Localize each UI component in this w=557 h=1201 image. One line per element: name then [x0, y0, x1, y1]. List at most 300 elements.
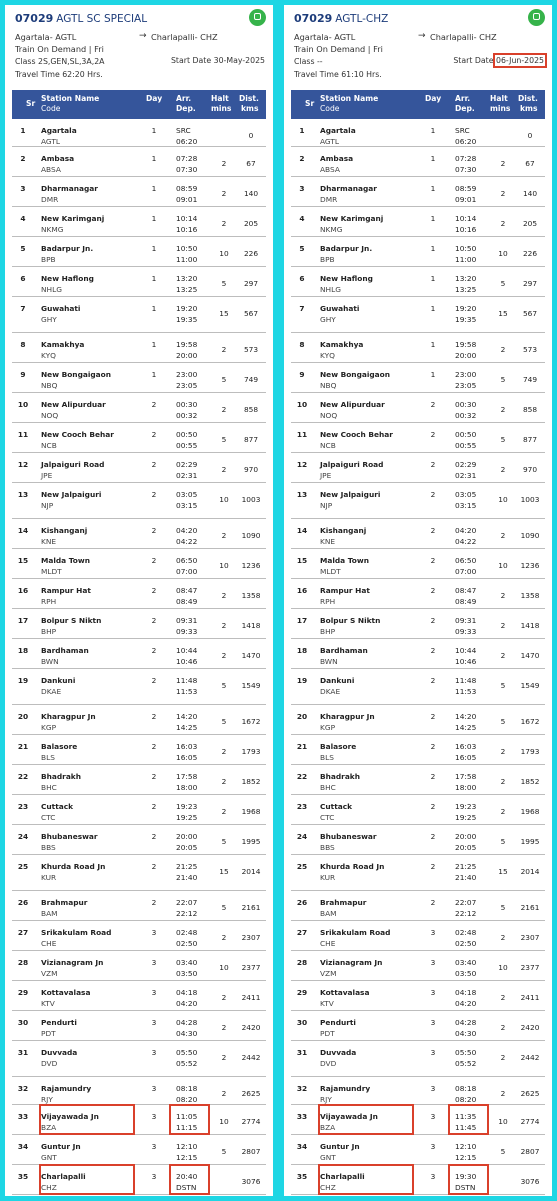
station-day: 3	[430, 928, 436, 937]
station-row[interactable]	[12, 735, 266, 765]
station-row[interactable]	[12, 1077, 266, 1105]
station-code: BZA	[320, 1123, 336, 1132]
station-row[interactable]	[291, 891, 545, 921]
station-row[interactable]	[291, 855, 545, 891]
station-name: Kamakhya	[41, 340, 85, 349]
station-day: 2	[151, 712, 157, 721]
col-sr: Sr	[305, 99, 315, 108]
station-departure: 09:01	[176, 195, 198, 204]
station-day: 3	[151, 1142, 157, 1151]
station-departure: 06:20	[176, 137, 198, 146]
station-code: PDT	[320, 1029, 335, 1038]
station-code: DMR	[320, 195, 338, 204]
station-code: KNE	[320, 537, 336, 546]
station-departure: 10:46	[176, 657, 198, 666]
station-arrival: 00:30	[176, 400, 198, 409]
station-code: GNT	[320, 1153, 336, 1162]
station-day: 2	[430, 556, 436, 565]
station-sr: 25	[296, 862, 308, 871]
station-code: CHE	[41, 939, 57, 948]
station-day: 3	[151, 928, 157, 937]
station-day: 3	[430, 1018, 436, 1027]
station-halt: 10	[219, 561, 229, 570]
station-sr: 5	[299, 244, 305, 253]
station-code: DMR	[41, 195, 59, 204]
station-day: 2	[151, 490, 157, 499]
station-sr: 15	[296, 556, 308, 565]
station-row[interactable]	[12, 207, 266, 237]
station-name: Dharmanagar	[41, 184, 98, 193]
station-arrival: 04:18	[455, 988, 477, 997]
station-row[interactable]	[291, 669, 545, 705]
station-sr: 16	[17, 586, 29, 595]
station-sr: 17	[296, 616, 308, 625]
station-sr: 28	[17, 958, 29, 967]
station-day: 2	[151, 586, 157, 595]
station-row[interactable]	[12, 855, 266, 891]
station-name: Bardhaman	[41, 646, 89, 655]
station-row[interactable]	[291, 297, 545, 333]
station-row[interactable]	[291, 483, 545, 519]
station-day: 2	[430, 646, 436, 655]
station-departure: 21:40	[176, 873, 198, 882]
station-halt: 15	[219, 309, 229, 318]
station-departure: 04:22	[176, 537, 198, 546]
station-day: 2	[151, 430, 157, 439]
station-departure: 04:20	[176, 999, 198, 1008]
station-distance: 1968	[241, 807, 261, 816]
col-kms: kms	[241, 104, 259, 113]
station-distance: 573	[522, 345, 538, 354]
station-arrival: 19:58	[455, 340, 477, 349]
station-arrival: 06:50	[176, 556, 198, 565]
station-name: Kamakhya	[320, 340, 364, 349]
table-header	[291, 90, 545, 119]
station-departure: 11:45	[455, 1123, 477, 1132]
station-code: NOQ	[320, 411, 338, 420]
station-code: MLDT	[41, 567, 62, 576]
destination-station: Charlapalli- CHZ	[151, 32, 218, 42]
station-row[interactable]	[12, 423, 266, 453]
station-arrival: 19:30	[455, 1172, 477, 1181]
station-departure: 11:15	[176, 1123, 198, 1132]
station-day: 2	[151, 400, 157, 409]
station-halt: 2	[500, 621, 506, 630]
station-distance: 970	[522, 465, 538, 474]
station-departure: 04:30	[176, 1029, 198, 1038]
station-halt: 5	[221, 375, 227, 384]
station-name: Kottavalasa	[320, 988, 370, 997]
station-code: BWN	[320, 657, 338, 666]
station-row[interactable]	[291, 119, 545, 147]
station-row[interactable]	[291, 549, 545, 579]
station-distance: 297	[243, 279, 259, 288]
station-row[interactable]	[291, 981, 545, 1011]
station-arrival: 10:50	[455, 244, 477, 253]
station-arrival: 19:20	[176, 304, 198, 313]
station-name: Dankuni	[41, 676, 76, 685]
station-code: BZA	[41, 1123, 57, 1132]
station-arrival: 04:18	[176, 988, 198, 997]
station-sr: 14	[296, 526, 308, 535]
station-arrival: 23:00	[176, 370, 198, 379]
station-arrival: 04:28	[176, 1018, 198, 1027]
station-day: 2	[430, 772, 436, 781]
station-departure: 20:05	[455, 843, 477, 852]
station-name: Bhadrakh	[320, 772, 360, 781]
station-distance: 2014	[520, 867, 540, 876]
station-code: KTV	[41, 999, 55, 1008]
station-sr: 11	[296, 430, 308, 439]
station-day: 1	[430, 214, 436, 223]
station-row[interactable]	[12, 705, 266, 735]
station-row[interactable]	[12, 825, 266, 855]
station-day: 1	[151, 126, 157, 135]
station-row[interactable]	[12, 609, 266, 639]
station-day: 2	[151, 676, 157, 685]
station-row[interactable]	[12, 549, 266, 579]
train-title[interactable]	[294, 12, 388, 25]
station-row[interactable]	[12, 891, 266, 921]
station-row[interactable]	[12, 483, 266, 519]
station-sr: 29	[17, 988, 29, 997]
station-distance: 749	[522, 375, 538, 384]
station-distance: 858	[522, 405, 538, 414]
station-code: DKAE	[320, 687, 341, 696]
station-sr: 2	[20, 154, 26, 163]
station-departure: DSTN	[176, 1183, 197, 1192]
station-sr: 3	[20, 184, 26, 193]
station-sr: 4	[299, 214, 305, 223]
station-row[interactable]	[12, 453, 266, 483]
station-departure: 07:30	[176, 165, 198, 174]
station-arrival: 22:07	[455, 898, 477, 907]
station-day: 3	[151, 958, 157, 967]
station-row[interactable]	[291, 363, 545, 393]
station-departure: 20:00	[455, 351, 477, 360]
station-sr: 34	[296, 1142, 308, 1151]
station-name: Malda Town	[320, 556, 369, 565]
station-departure: 00:55	[455, 441, 477, 450]
station-arrival: 02:48	[455, 928, 477, 937]
station-arrival: 02:29	[455, 460, 477, 469]
station-row[interactable]	[12, 669, 266, 705]
station-departure: 02:50	[455, 939, 477, 948]
station-sr: 32	[296, 1084, 308, 1093]
station-name: New Haflong	[320, 274, 373, 283]
train-header	[284, 5, 552, 90]
station-name: Guntur Jn	[41, 1142, 81, 1151]
highlight-time-box	[169, 1104, 210, 1135]
station-departure: 11:00	[176, 255, 198, 264]
station-code: NBQ	[320, 381, 337, 390]
station-row[interactable]	[12, 237, 266, 267]
station-halt: 5	[221, 279, 227, 288]
station-row[interactable]	[291, 1077, 545, 1105]
highlight-time-box	[448, 1104, 489, 1135]
station-arrival: 21:25	[455, 862, 477, 871]
station-departure: 03:50	[176, 969, 198, 978]
station-day: 2	[151, 802, 157, 811]
station-departure: 20:05	[176, 843, 198, 852]
station-name: Rajamundry	[41, 1084, 92, 1093]
station-sr: 31	[296, 1048, 308, 1057]
station-row[interactable]	[291, 423, 545, 453]
station-distance: 2377	[520, 963, 540, 972]
station-row[interactable]	[291, 639, 545, 669]
station-halt: 15	[498, 867, 508, 876]
station-arrival: 20:40	[176, 1172, 198, 1181]
station-name: New Bongaigaon	[41, 370, 111, 379]
station-departure: 14:25	[455, 723, 477, 732]
station-name: Vizianagram Jn	[320, 958, 383, 967]
station-departure: 19:35	[455, 315, 477, 324]
station-row[interactable]	[12, 765, 266, 795]
station-code: PDT	[41, 1029, 56, 1038]
station-code: AGTL	[41, 137, 61, 146]
station-departure: 00:32	[455, 411, 477, 420]
station-arrival: 19:58	[176, 340, 198, 349]
station-code: CTC	[41, 813, 56, 822]
station-code: NOQ	[41, 411, 59, 420]
station-row[interactable]	[291, 765, 545, 795]
station-sr: 5	[20, 244, 26, 253]
station-day: 1	[151, 214, 157, 223]
station-day: 2	[151, 832, 157, 841]
station-row[interactable]	[12, 1041, 266, 1077]
station-halt: 10	[498, 1117, 508, 1126]
col-halt: Halt	[490, 94, 508, 103]
station-code: BBS	[41, 843, 56, 852]
station-halt: 2	[500, 405, 506, 414]
station-name: Pendurti	[41, 1018, 77, 1027]
station-halt: 2	[221, 807, 227, 816]
station-distance: 877	[243, 435, 259, 444]
station-row[interactable]	[12, 921, 266, 951]
station-halt: 2	[221, 651, 227, 660]
station-row[interactable]	[291, 609, 545, 639]
station-distance: 1672	[241, 717, 261, 726]
station-departure: 13:25	[455, 285, 477, 294]
station-day: 3	[430, 988, 436, 997]
station-row[interactable]	[291, 951, 545, 981]
station-distance: 1470	[520, 651, 540, 660]
station-row[interactable]	[12, 267, 266, 297]
col-arr: Arr.	[176, 94, 192, 103]
train-on-demand-label: Train On Demand | Fri	[15, 44, 104, 54]
station-distance: 1418	[520, 621, 540, 630]
station-arrival: 00:30	[455, 400, 477, 409]
station-row[interactable]	[12, 147, 266, 177]
train-icon[interactable]	[249, 9, 266, 26]
station-row[interactable]	[291, 705, 545, 735]
station-row[interactable]	[12, 951, 266, 981]
col-halt: Halt	[211, 94, 229, 103]
station-halt: 2	[221, 1053, 227, 1062]
origin-station: Agartala- AGTL	[15, 32, 77, 42]
station-row[interactable]	[291, 825, 545, 855]
station-day: 2	[430, 742, 436, 751]
station-arrival: 11:35	[455, 1112, 477, 1121]
station-arrival: 03:05	[176, 490, 198, 499]
station-day: 3	[151, 1172, 157, 1181]
station-code: BAM	[41, 909, 58, 918]
station-day: 1	[151, 370, 157, 379]
station-distance: 226	[243, 249, 259, 258]
station-halt: 10	[219, 249, 229, 258]
station-day: 2	[430, 616, 436, 625]
station-day: 2	[430, 400, 436, 409]
station-halt: 10	[219, 495, 229, 504]
station-sr: 6	[299, 274, 305, 283]
station-arrival: 19:20	[455, 304, 477, 313]
station-row[interactable]	[12, 795, 266, 825]
station-name: Guntur Jn	[320, 1142, 360, 1151]
station-distance: 1003	[241, 495, 261, 504]
station-code: RJY	[320, 1095, 332, 1104]
station-departure: 04:30	[455, 1029, 477, 1038]
train-number: 07029	[15, 12, 54, 25]
station-row[interactable]	[291, 237, 545, 267]
station-code: ABSA	[41, 165, 61, 174]
station-arrival: 11:48	[176, 676, 198, 685]
station-distance: 1003	[520, 495, 540, 504]
station-name: New Alipurduar	[320, 400, 385, 409]
station-departure: 09:01	[455, 195, 477, 204]
station-row[interactable]	[12, 119, 266, 147]
station-name: Cuttack	[41, 802, 74, 811]
station-day: 1	[151, 154, 157, 163]
station-row[interactable]	[291, 1135, 545, 1165]
station-halt: 2	[500, 219, 506, 228]
station-name: Bolpur S Niktn	[41, 616, 102, 625]
station-code: CHZ	[320, 1183, 336, 1192]
station-distance: 2014	[241, 867, 261, 876]
station-halt: 5	[221, 1147, 227, 1156]
station-halt: 2	[500, 1053, 506, 1062]
station-day: 2	[151, 646, 157, 655]
station-row[interactable]	[12, 393, 266, 423]
station-departure: 18:00	[176, 783, 198, 792]
station-row[interactable]	[291, 393, 545, 423]
station-row[interactable]	[12, 297, 266, 333]
station-row[interactable]	[12, 639, 266, 669]
station-departure: DSTN	[455, 1183, 476, 1192]
station-day: 2	[430, 676, 436, 685]
station-sr: 12	[296, 460, 308, 469]
station-arrival: 02:29	[176, 460, 198, 469]
station-distance: 1236	[241, 561, 261, 570]
station-day: 3	[151, 1048, 157, 1057]
station-departure: 05:52	[176, 1059, 198, 1068]
station-distance: 2161	[241, 903, 261, 912]
station-row[interactable]	[12, 1011, 266, 1041]
station-row[interactable]	[12, 177, 266, 207]
train-icon[interactable]	[528, 9, 545, 26]
station-arrival: 19:23	[455, 802, 477, 811]
station-arrival: 16:03	[176, 742, 198, 751]
station-row[interactable]	[291, 333, 545, 363]
train-title[interactable]	[15, 12, 147, 25]
station-name: Vijayawada Jn	[320, 1112, 378, 1121]
station-halt: 5	[500, 279, 506, 288]
train-name: AGTL-CHZ	[335, 13, 389, 25]
station-day: 2	[151, 556, 157, 565]
station-day: 3	[151, 1018, 157, 1027]
station-name: New Jalpaiguri	[320, 490, 381, 499]
station-row[interactable]	[291, 735, 545, 765]
station-name: New Alipurduar	[41, 400, 106, 409]
station-distance: 2807	[241, 1147, 261, 1156]
station-code: KTV	[320, 999, 334, 1008]
station-row[interactable]	[291, 147, 545, 177]
station-row[interactable]	[291, 579, 545, 609]
station-halt: 5	[500, 375, 506, 384]
station-code: NJP	[41, 501, 54, 510]
col-station-name: Station Name	[41, 94, 100, 103]
station-day: 1	[430, 154, 436, 163]
station-distance: 858	[243, 405, 259, 414]
station-arrival: 08:59	[176, 184, 198, 193]
station-row[interactable]	[291, 453, 545, 483]
highlight-station-name-box	[318, 1104, 414, 1135]
station-code: BHC	[41, 783, 57, 792]
station-row[interactable]	[291, 207, 545, 237]
station-distance: 2442	[241, 1053, 261, 1062]
station-distance: 67	[525, 159, 535, 168]
station-arrival: 17:58	[455, 772, 477, 781]
station-row[interactable]	[12, 363, 266, 393]
station-row[interactable]	[291, 177, 545, 207]
station-halt: 10	[498, 249, 508, 258]
station-code: NJP	[320, 501, 333, 510]
station-departure: 18:00	[455, 783, 477, 792]
col-code: Code	[320, 104, 340, 113]
station-row[interactable]	[291, 519, 545, 549]
station-row[interactable]	[291, 267, 545, 297]
station-halt: 2	[221, 531, 227, 540]
left-schedule-panel	[5, 5, 273, 1196]
station-row[interactable]	[12, 579, 266, 609]
station-distance: 970	[243, 465, 259, 474]
station-departure: 22:12	[455, 909, 477, 918]
station-sr: 26	[296, 898, 308, 907]
station-row[interactable]	[12, 333, 266, 363]
station-distance: 1549	[241, 681, 261, 690]
station-sr: 29	[296, 988, 308, 997]
station-departure: 20:00	[176, 351, 198, 360]
station-code: VZM	[41, 969, 58, 978]
station-row[interactable]	[12, 981, 266, 1011]
station-row[interactable]	[12, 1135, 266, 1165]
station-halt: 10	[219, 1117, 229, 1126]
station-day: 1	[151, 184, 157, 193]
station-name: Balasore	[320, 742, 357, 751]
col-dist: Dist.	[239, 94, 259, 103]
station-name: Cuttack	[320, 802, 353, 811]
station-code: CHE	[320, 939, 336, 948]
station-day: 1	[151, 304, 157, 313]
station-row[interactable]	[291, 795, 545, 825]
station-row[interactable]	[291, 1011, 545, 1041]
station-name: Srikakulam Road	[41, 928, 112, 937]
station-row[interactable]	[291, 1041, 545, 1077]
station-sr: 24	[296, 832, 308, 841]
station-row[interactable]	[12, 519, 266, 549]
station-halt: 2	[221, 219, 227, 228]
station-row[interactable]	[291, 921, 545, 951]
station-halt: 5	[500, 903, 506, 912]
